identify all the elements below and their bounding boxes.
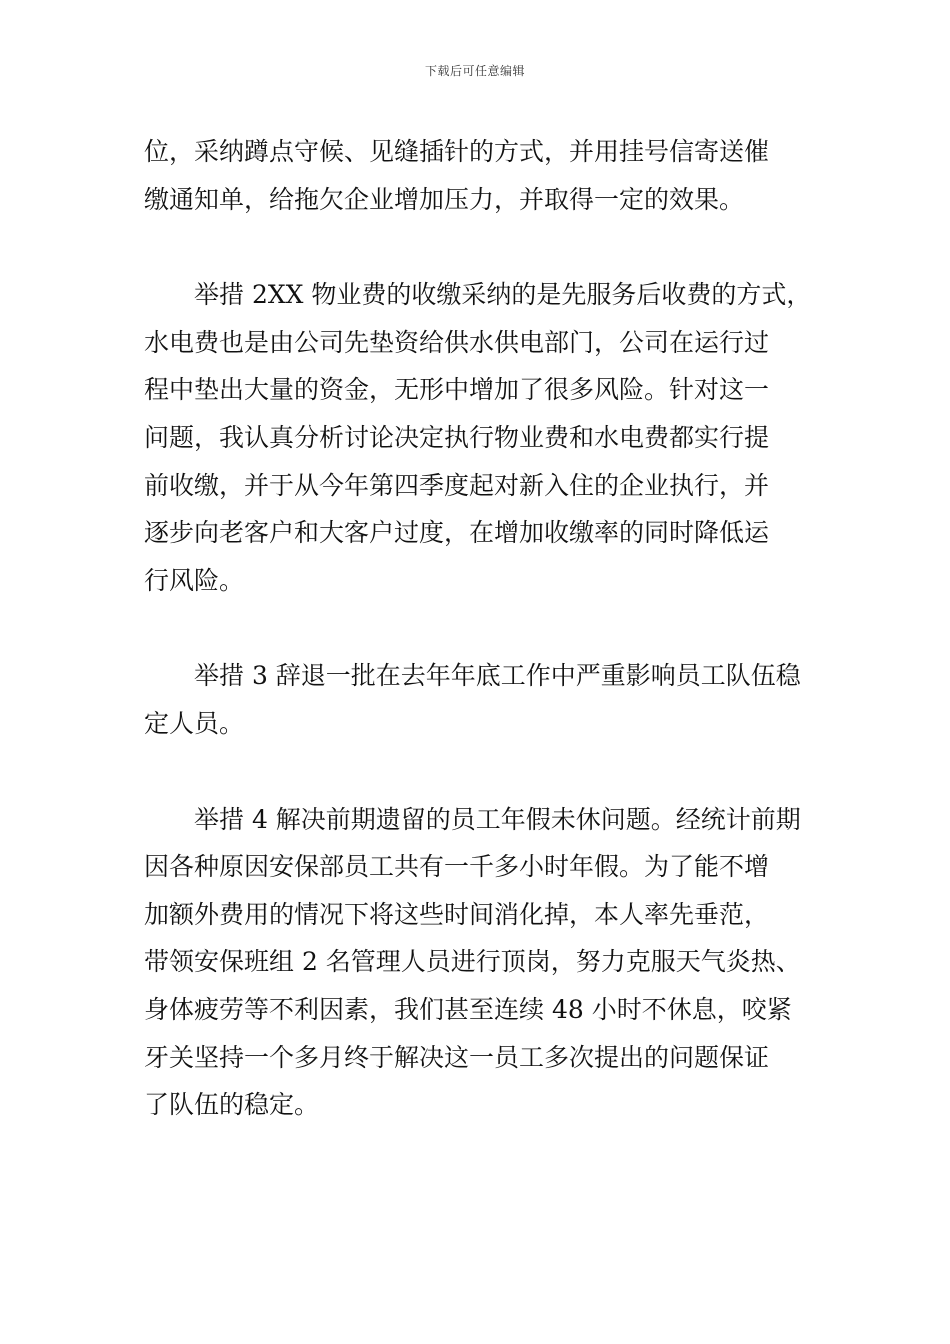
page-header: 下载后可任意编辑 <box>424 64 525 78</box>
text-line: 定人员。 <box>144 708 245 738</box>
paragraph-3 <box>144 652 814 747</box>
text-line: 身体疲劳等不利因素，我们甚至连续 48 小时不休息，咬紧 <box>144 994 792 1024</box>
text-line: 水电费也是由公司先垫资给供水供电部门，公司在运行过 <box>144 327 770 357</box>
text-line: 加额外费用的情况下将这些时间消化掉，本人率先垂范， <box>144 899 770 929</box>
paragraph-gap <box>144 223 814 271</box>
paragraph-1 <box>144 128 814 223</box>
text-line: 因各种原因安保部员工共有一千多小时年假。为了能不增 <box>144 852 770 882</box>
text-line: 举措 4 解决前期遗留的员工年假未休问题。经统计前期 <box>194 804 801 834</box>
paragraph-gap <box>144 604 814 652</box>
text-line: 举措 2XX 物业费的收缴采纳的是先服务后收费的方式， <box>194 280 812 310</box>
text-line: 程中垫出大量的资金，无形中增加了很多风险。针对这一 <box>144 375 770 405</box>
text-line: 行风险。 <box>144 565 245 595</box>
text-line: 带领安保班组 2 名管理人员进行顶岗，努力克服天气炎热、 <box>144 947 801 977</box>
text-line: 逐步向老客户和大客户过度，在增加收缴率的同时降低运 <box>144 518 770 548</box>
text-line: 缴通知单，给拖欠企业增加压力，并取得一定的效果。 <box>144 184 745 214</box>
text-line: 位，采纳蹲点守候、见缝插针的方式，并用挂号信寄送催 <box>144 137 770 166</box>
text-line: 问题，我认真分析讨论决定执行物业费和水电费都实行提 <box>144 422 770 452</box>
paragraph-gap <box>144 748 814 796</box>
paragraph-4 <box>144 796 814 1129</box>
paragraph-2 <box>144 271 814 604</box>
text-line: 举措 3 辞退一批在去年年底工作中严重影响员工队伍稳 <box>194 661 801 691</box>
document-body <box>144 128 814 1129</box>
text-line: 了队伍的稳定。 <box>144 1090 320 1120</box>
text-line: 牙关坚持一个多月终于解决这一员工多次提出的问题保证 <box>144 1042 770 1072</box>
text-line: 前收缴，并于从今年第四季度起对新入住的企业执行，并 <box>144 470 770 500</box>
